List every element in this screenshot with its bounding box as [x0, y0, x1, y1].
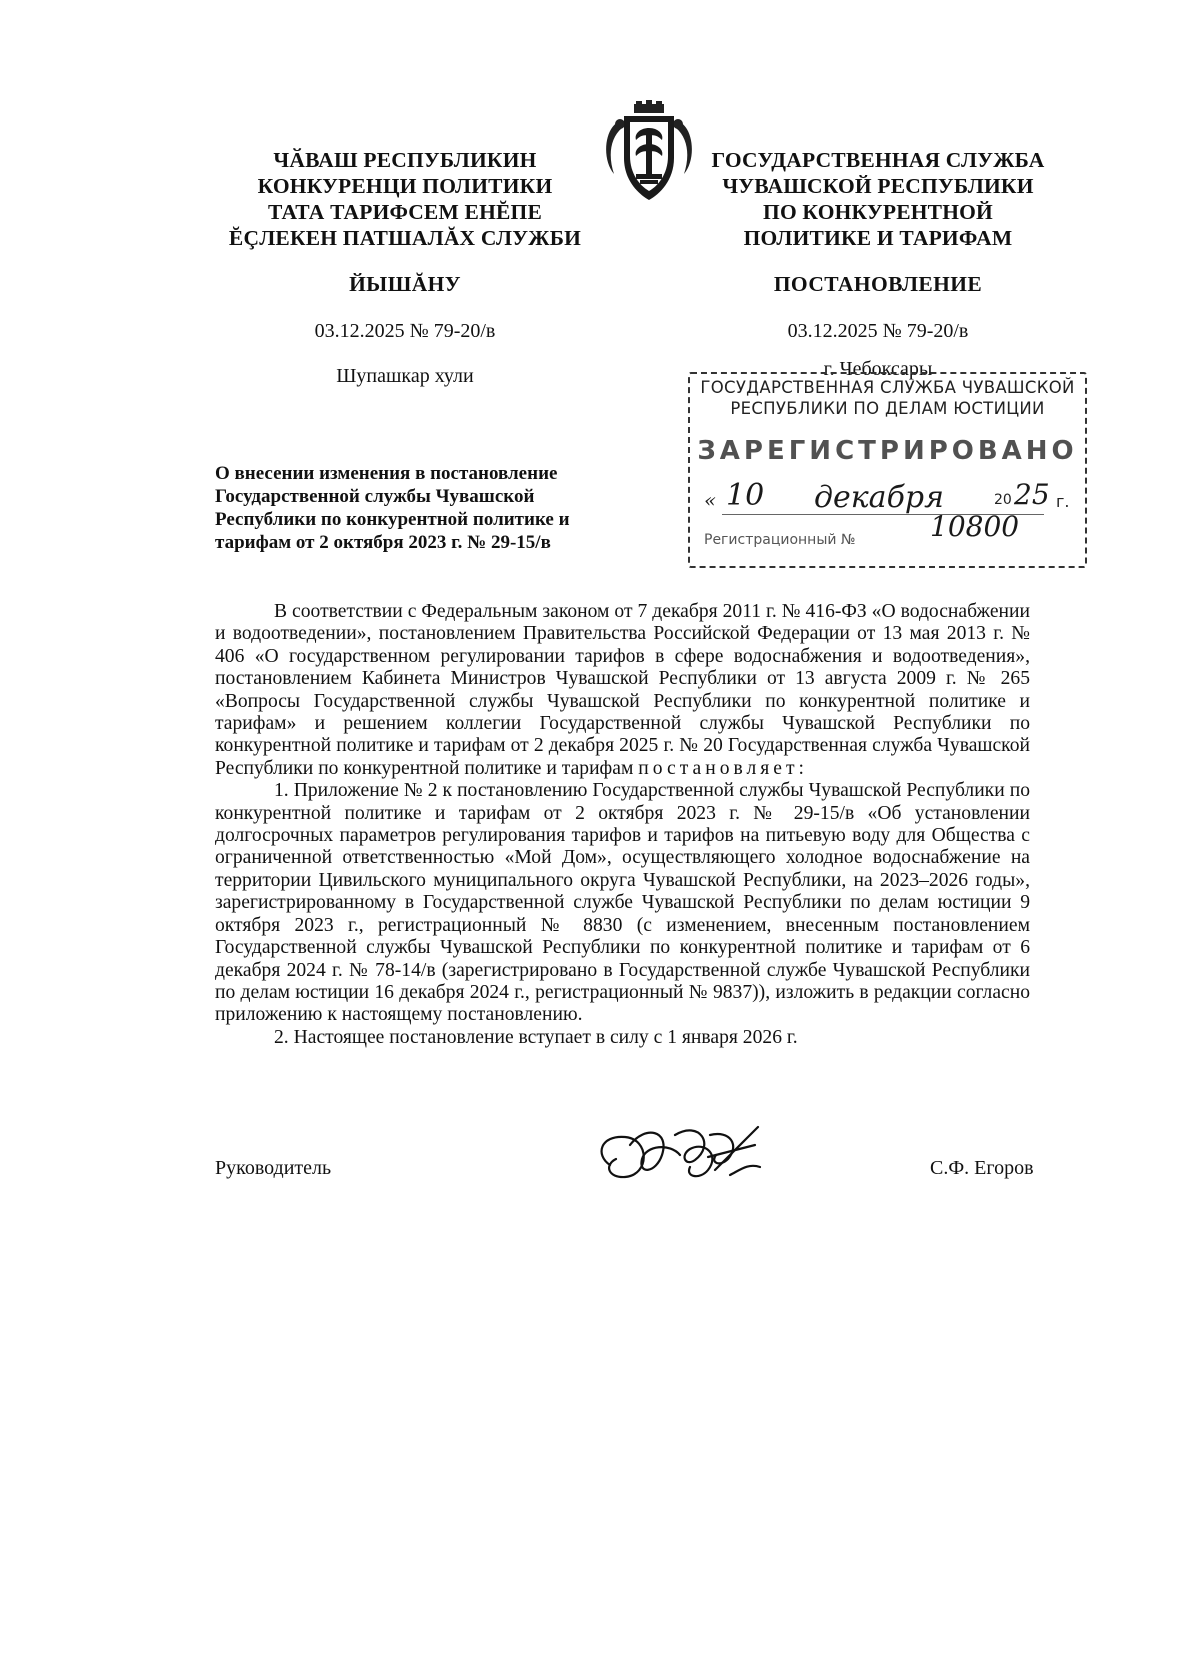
header-right: [688, 147, 1068, 251]
date-number-left: 03.12.2025 № 79-20/в: [314, 320, 496, 342]
header-left-line: ĔÇЛЕКЕН ПАТШАЛĂХ СЛУЖБИ: [228, 226, 582, 250]
stamp-reg-label: Регистрационный №: [704, 532, 856, 548]
date-number-right: 03.12.2025 № 79-20/в: [787, 320, 969, 342]
preamble-text: В соответствии с Федеральным законом от 7 декабря 2011 г. № 416-ФЗ «О водоснабжении и водоотведении», постановлением Правительства Российской Федерации от 13 мая 2013 г. № 406 «О государственном регулировании тарифов в сфере водоснабжения и водоотведения», постановлением Кабинета Министров Чувашской Республики от 13 августа 2009 г. № 265 «Вопросы Государственной службы Чувашской Республики по конкурентной политике и тарифам» и решением коллегии Государственной службы Чувашской Республики по конкурентной политике и тарифам от 2 декабря 2025 г. № 20 Государственная служба Чувашской Республики по конкурентной политике и тарифам: [215, 601, 1030, 779]
header-right-line: ПОЛИТИКЕ И ТАРИФАМ: [743, 226, 1013, 250]
decree-word: постановляет:: [638, 757, 809, 779]
header-right-line: ГОСУДАРСТВЕННАЯ СЛУЖБА: [711, 148, 1045, 172]
doc-type-left: ЙЫШĂНУ: [349, 272, 461, 296]
stamp-quote: «: [704, 488, 717, 512]
header-left-line: ТАТА ТАРИФСЕМ ЕНĔПЕ: [268, 200, 542, 224]
city-left: Шупашкар хули: [336, 365, 474, 387]
title-line: Государственной службы Чувашской: [215, 486, 535, 507]
title-line: тарифам от 2 октября 2023 г. № 29-15/в: [215, 532, 551, 553]
stamp-year-suffix: 25: [1014, 478, 1050, 511]
coat-of-arms-emblem: [600, 100, 698, 204]
title-line: Республики по конкурентной политике и: [215, 509, 570, 530]
stamp-status: ЗАРЕГИСТРИРОВАНО: [697, 436, 1078, 466]
preamble-paragraph: [215, 601, 1030, 780]
city-right: г. Чебоксары: [823, 358, 933, 380]
header-right-line: ЧУВАШСКОЙ РЕСПУБЛИКИ: [722, 174, 1034, 198]
header-right-line: ПО КОНКУРЕНТНОЙ: [763, 200, 993, 224]
item-2-paragraph: 2. Настоящее постановление вступает в силу с 1 января 2026 г.: [274, 1026, 798, 1048]
item-1-paragraph: 1. Приложение № 2 к постановлению Государственной службы Чувашской Республики по конкурентной политике и тарифам от 2 октября 2023 г. № 29-15/в «Об установлении долгосрочных параметров регулирования тарифов и тарифов на питьевую воду для Общества с ограниченной ответственностью «Мой Дом», осуществляющего холодное водоснабжение на территории Цивильского муниципального округа Чувашской Республики, на 2023–2026 годы», зарегистрированному в Государственной службе Чувашской Республики по делам юстиции 9 октября 2023 г., регистрационный № 8830 (с изменением, внесенным постановлением Государственной службы Чувашской Республики по конкурентной политике и тарифам от 6 декабря 2024 г. № 78-14/в (зарегистрировано в Государственной службе Чувашской Республики по делам юстиции 16 декабря 2024 г., регистрационный № 9837)), изложить в редакции согласно приложению к настоящему постановлению.: [215, 780, 1030, 1026]
stamp-year-prefix: 20: [994, 492, 1012, 508]
stamp-reg-row: [704, 510, 1074, 558]
header-left-line: ЧӐВАШ РЕСПУБЛИКИН: [273, 148, 537, 172]
stamp-line: ГОСУДАРСТВЕННАЯ СЛУЖБА ЧУВАШСКОЙ: [700, 378, 1075, 397]
stamp-line: РЕСПУБЛИКИ ПО ДЕЛАМ ЮСТИЦИИ: [730, 399, 1045, 418]
registration-stamp: [688, 372, 1087, 568]
signature-name: С.Ф. Егоров: [930, 1157, 1034, 1179]
stamp-day: 10: [726, 478, 765, 513]
doc-type-right: ПОСТАНОВЛЕНИЕ: [773, 272, 983, 296]
handwritten-signature: [590, 1115, 770, 1195]
signature-position: Руководитель: [215, 1157, 332, 1179]
header-left-line: КОНКУРЕНЦИ ПОЛИТИКИ: [257, 174, 553, 198]
stamp-reg-number: 10800: [930, 510, 1020, 543]
stamp-month: декабря: [814, 480, 944, 515]
title-line: О внесении изменения в постановление: [215, 463, 558, 484]
stamp-year-unit: г.: [1056, 492, 1070, 511]
document-title: [215, 462, 608, 554]
document-body: [215, 601, 1030, 1049]
header-left: [215, 147, 595, 251]
